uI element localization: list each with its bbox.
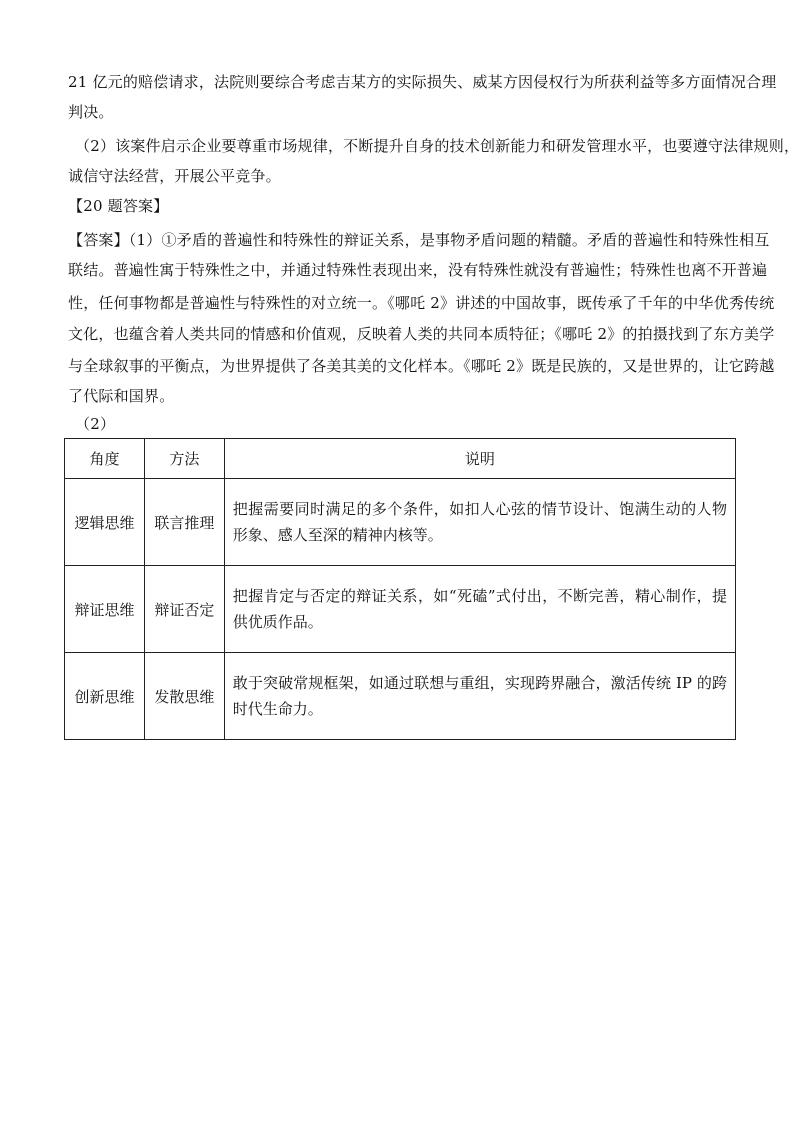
paragraph-line: （2）该案件启示企业要尊重市场规律，不断提升自身的技术创新能力和研发管理水平，也要遵守法律规则， [75, 137, 800, 155]
cell-method: 发散思维 [144, 653, 224, 740]
paragraph-line: 与全球叙事的平衡点，为世界提供了各美其美的文化样本。《哪吒 2》既是民族的，又是世界的，让它跨越 [68, 357, 775, 375]
paragraph-line: 判决。 [68, 103, 114, 121]
paragraph-line: 性，任何事物都是普遍性与特殊性的对立统一。《哪吒 2》讲述的中国故事，既传承了千年的中华优秀传统 [68, 294, 775, 312]
cell-description: 把握需要同时满足的多个条件，如扣人心弦的情节设计、饱满生动的人物形象、感人至深的精神内核等。 [224, 479, 735, 566]
cell-method: 联言推理 [144, 479, 224, 566]
cell-method: 辩证否定 [144, 566, 224, 653]
table-header-row [65, 439, 736, 479]
header-description: 说明 [224, 439, 735, 479]
cell-angle: 创新思维 [65, 653, 145, 740]
paragraph-line: 了代际和国界。 [68, 387, 175, 405]
cell-description: 把握肯定与否定的辩证关系，如“死磕”式付出，不断完善，精心制作，提供优质作品。 [224, 566, 735, 653]
table-row [65, 566, 736, 653]
paragraph-line: 文化，也蕴含着人类共同的情感和价值观，反映着人类的共同本质特征；《哪吒 2》的拍摄找到了东方美学 [68, 325, 775, 343]
paragraph-line: 诚信守法经营，开展公平竞争。 [68, 167, 281, 185]
subsection-label: （2） [75, 415, 116, 433]
paragraph-line: 21 亿元的赔偿请求，法院则要综合考虑吉某方的实际损失、威某方因侵权行为所获利益等多方面情况合理 [68, 73, 777, 91]
cell-angle: 逻辑思维 [65, 479, 145, 566]
section-heading: 【20 题答案】 [68, 197, 169, 215]
paragraph-line: 【答案】（1）①矛盾的普遍性和特殊性的辩证关系，是事物矛盾问题的精髓。矛盾的普遍性和特殊性相互 [68, 231, 770, 249]
answer-table [64, 438, 736, 740]
table-row [65, 479, 736, 566]
paragraph-line: 联结。普遍性寓于特殊性之中，并通过特殊性表现出来，没有特殊性就没有普遍性；特殊性也离不开普遍 [68, 261, 768, 279]
cell-angle: 辩证思维 [65, 566, 145, 653]
header-angle: 角度 [65, 439, 145, 479]
header-method: 方法 [144, 439, 224, 479]
table-row [65, 653, 736, 740]
cell-description: 敢于突破常规框架，如通过联想与重组，实现跨界融合，激活传统 IP 的跨时代生命力。 [224, 653, 735, 740]
